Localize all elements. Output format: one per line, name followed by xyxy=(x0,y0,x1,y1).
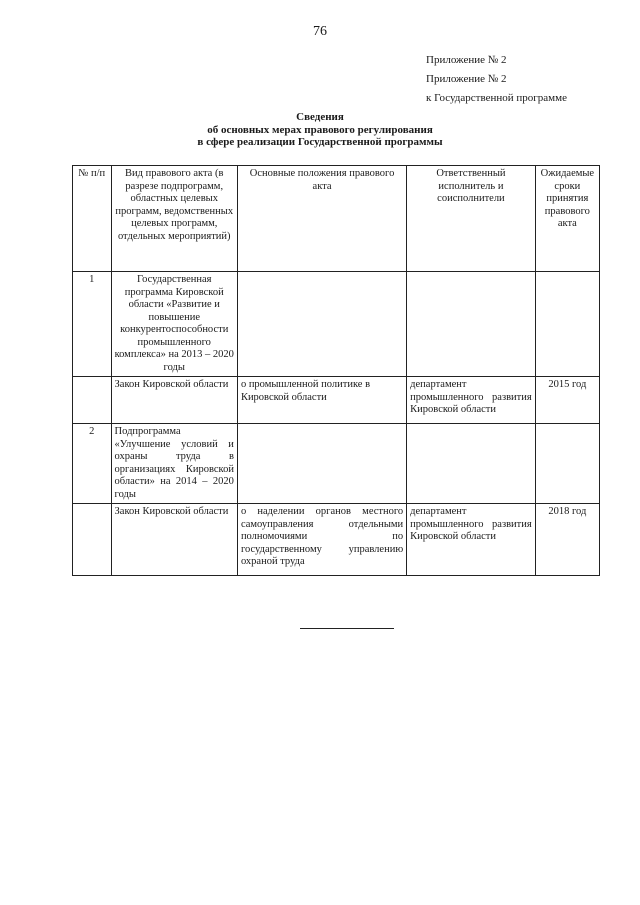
heading-line-3: в сфере реализации Государственной программы xyxy=(197,136,443,148)
appendix-line-2: Приложение № 2 xyxy=(426,73,507,85)
heading-line-1: Сведения xyxy=(296,111,344,123)
row-num xyxy=(73,504,112,576)
row-provisions: о промышленной политике в Кировской области xyxy=(237,377,406,424)
row-responsible xyxy=(407,272,536,377)
row-act: Государственная программа Кировской области «Развитие и повышение конкурентоспособности промышленного комплекса» на 2013 – 2020 годы xyxy=(111,272,237,377)
appendix-line-1: Приложение № 2 xyxy=(426,54,507,66)
header-num: № п/п xyxy=(73,166,112,272)
row-provisions: о наделении органов местного самоуправления отдельными полномочиями по государственному управлению охраной труда xyxy=(237,504,406,576)
row-provisions xyxy=(237,272,406,377)
row-responsible: департамент промышленного развития Кировской области xyxy=(407,504,536,576)
row-act: Закон Кировской области xyxy=(111,504,237,576)
row-responsible xyxy=(407,424,536,504)
table-row xyxy=(73,424,600,504)
row-act: Закон Кировской области xyxy=(111,377,237,424)
row-term: 2015 год xyxy=(535,377,599,424)
closing-divider xyxy=(300,628,394,629)
table-row xyxy=(73,504,600,576)
row-act: Подпрограмма «Улучшение условий и охраны труда в организациях Кировской области» на 2014 – 2020 годы xyxy=(111,424,237,504)
row-responsible: департамент промышленного развития Кировской области xyxy=(407,377,536,424)
header-provisions: Основные положения правового акта xyxy=(237,166,406,272)
appendix-line-3: к Государственной программе xyxy=(426,92,567,104)
header-term: Ожидаемые сроки принятия правового акта xyxy=(535,166,599,272)
row-provisions xyxy=(237,424,406,504)
table-row xyxy=(73,377,600,424)
document-heading xyxy=(0,111,640,149)
table-row xyxy=(73,272,600,377)
legal-acts-table xyxy=(72,165,600,576)
row-num: 2 xyxy=(73,424,112,504)
row-num: 1 xyxy=(73,272,112,377)
row-term xyxy=(535,272,599,377)
table-header-row xyxy=(73,166,600,272)
heading-line-2: об основных мерах правового регулирования xyxy=(207,123,433,136)
row-num xyxy=(73,377,112,424)
row-term xyxy=(535,424,599,504)
page-number: 76 xyxy=(313,24,327,39)
row-term: 2018 год xyxy=(535,504,599,576)
header-act-type: Вид правового акта (в разрезе подпрограмм, областных целевых программ, ведомственных целевых программ, отдельных мероприятий) xyxy=(111,166,237,272)
header-responsible: Ответственный исполнитель и соисполнители xyxy=(407,166,536,272)
